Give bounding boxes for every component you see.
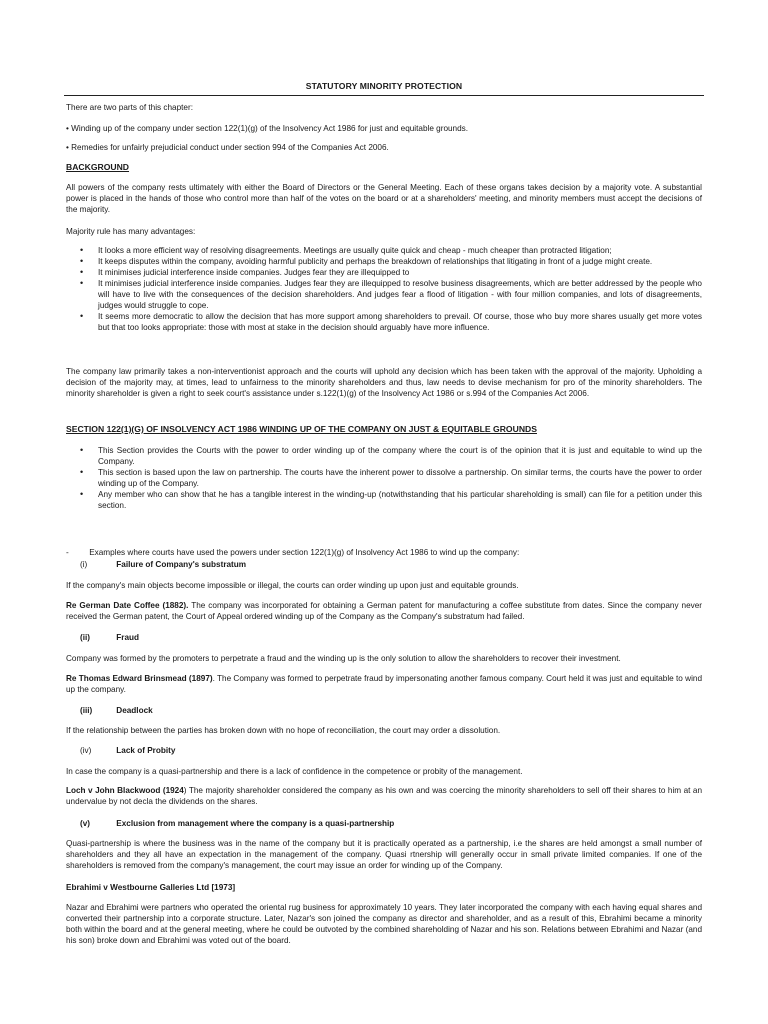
case-name: Ebrahimi v Westbourne Galleries Ltd [1973] <box>66 883 236 892</box>
document-title: STATUTORY MINORITY PROTECTION <box>305 81 463 91</box>
ground-label: Exclusion from management where the company is a quasi-partnership <box>116 819 395 828</box>
case-name: Re Thomas Edward Brinsmead (1897) <box>66 674 213 683</box>
case-paragraph <box>66 785 702 807</box>
case-name: Loch v John Blackwood (1924 <box>66 786 184 795</box>
list-item: • Any member who can show that he has a tangible interest in the winding-up (notwithstanding that his particular shareholding is small) can file for a petition under this section. <box>66 489 702 511</box>
case-name: Re German Date Coffee (1882). <box>66 601 189 610</box>
ground-label: Failure of Company's substratum <box>116 560 247 569</box>
list-item: • This section is based upon the law on partnership. The courts have the inherent power to dissolve a partnership. On similar terms, the courts have the power to order winding up of the Company. <box>66 467 702 489</box>
ground-number: (v) <box>80 819 91 828</box>
list-item: • This Section provides the Courts with the power to order winding up of the company where the court is of the opinion that it is just and equitable to wind up the Company. <box>66 445 702 467</box>
list-item: • It seems more democratic to allow the decision that has more support among shareholders to prevail. Of course, those who buy more shares usually get more votes but that too looks appropriate: those with most at stake in the decision should arguably have more influence. <box>66 311 702 333</box>
ground-text: Quasi-partnership is where the business was in the name of the company but it is practically operated as a partnership, i.e the shares are held amongst a small number of shareholders and they all have an expectation in the management of the company. Quasi rtnership will generally occur in small private limited companies. If one of the shareholders is removed from the company's management, the court may issue an order for winding up of the Company. <box>66 839 702 870</box>
advantages-list <box>66 245 702 333</box>
ground-text: If the company's main objects become impossible or illegal, the courts can order winding up upon just and equitable grounds. <box>66 581 519 590</box>
ground-text: Company was formed by the promoters to perpetrate a fraud and the winding up is the only solution to allow the shareholders to recover their investment. <box>66 654 621 663</box>
section-bullets <box>66 445 702 511</box>
ground-text: In case the company is a quasi-partnership and there is a lack of confidence in the competence or probity of the management. <box>66 767 523 776</box>
ground-label: Deadlock <box>116 706 153 715</box>
ground-heading-iii <box>66 705 153 716</box>
section-heading: SECTION 122(1)(G) OF INSOLVENCY ACT 1986 WINDING UP OF THE COMPANY ON JUST & EQUITABLE GROUNDS <box>66 424 537 434</box>
advantages-intro: Majority rule has many advantages: <box>66 227 196 236</box>
examples-intro: - Examples where courts have used the powers under section 122(1)(g) of Insolvency Act 1986 to wind up the company: <box>66 548 520 557</box>
list-item: • It keeps disputes within the company, avoiding harmful publicity and perhaps the breakdown of relationships that litigating in front of a judge might create. <box>66 256 702 267</box>
case-paragraph <box>66 673 702 695</box>
background-paragraph: All powers of the company rests ultimately with either the Board of Directors or the General Meeting. Each of these organs takes decision by a majority vote. A substantial power is placed in the hands of those who control more than half of the votes on the board or at a shareholders' meeting, and minority members must accept the decisions of the majority. <box>66 183 702 214</box>
ground-text: If the relationship between the parties has broken down with no hope of reconciliation, the court may order a dissolution. <box>66 726 501 735</box>
ground-number: (iv) <box>80 746 92 755</box>
intro-text: There are two parts of this chapter: <box>66 103 193 112</box>
list-item: • It minimises judicial interference inside companies. Judges fear they are illequipped to resolve business disagreements, which are better addressed by the people who will have to live with the consequences of the decision shareholders. And judges fear a flood of litigation - with four million companies, and lots of disagreements, judges would struggle to cope. <box>66 278 702 311</box>
case-text: ) The majority shareholder considered the company as his own and was coercing the minority shareholders to sell off their shares to him at an undervalue by not decla the dividends on the shares. <box>66 786 702 806</box>
part-item: • Winding up of the company under section 122(1)(g) of the Insolvency Act 1986 for just and equitable grounds. <box>66 124 469 133</box>
ground-label: Lack of Probity <box>116 746 176 755</box>
ground-number: (ii) <box>80 633 91 642</box>
ground-heading-v <box>66 818 394 829</box>
case-text: . The Company was formed to perpetrate fraud by impersonating another famous company. Court held it was just and equitable to wind up the company. <box>66 674 702 694</box>
case-text: The company was incorporated for obtaining a German patent for manufacturing a coffee substitute from dates. Since the company never received the German patent, the Court of Appeal ordered winding up of the Company as the Company's substratum had failed. <box>66 601 703 621</box>
ground-number: (iii) <box>80 706 93 715</box>
list-item: • It minimises judicial interference inside companies. Judges fear they are illequipped to <box>66 267 702 278</box>
part-item: • Remedies for unfairly prejudicial conduct under section 994 of the Companies Act 2006. <box>66 143 389 152</box>
background-paragraph-2: The company law primarily takes a non-interventionist approach and the courts will uphold any decision which has been taken with the approval of the majority. Upholding a decision of the majority may, at times, lead to unfairness to the minority shareholders and thus, law needs to devise mechanism for pro of the minority shareholders. The minority shareholder is given a right to seek court's assistance under s.122(1)(g) of the Insolvency Act 1986 or s.994 of the Companies Act 2006. <box>66 367 702 398</box>
ground-number: (i) <box>80 560 88 569</box>
list-item: • It looks a more efficient way of resolving disagreements. Meetings are usually quite quick and cheap - much cheaper than protracted litigation; <box>66 245 702 256</box>
ground-heading-iv <box>66 745 175 756</box>
ground-heading-ii <box>66 632 139 643</box>
ground-label: Fraud <box>116 633 140 642</box>
title-divider <box>64 95 704 96</box>
background-heading: BACKGROUND <box>66 162 130 172</box>
case-paragraph <box>66 600 702 622</box>
ground-heading-i <box>66 559 246 570</box>
case-text: Nazar and Ebrahimi were partners who operated the oriental rug business for approximately 10 years. They later incorporated the company with each having equal shares and converted their partnership into a corporate structure. Later, Nazar's son joined the company as director and shareholder, and as a result of this, Ebrahimi became a minority both within the board and at the general meeting, where he could be outvoted by the combined shareholding of Nazar and his son. Relations between Ebrahimi and Nazar (and his son) broke down and Ebrahimi was voted out of the board. <box>66 903 702 945</box>
